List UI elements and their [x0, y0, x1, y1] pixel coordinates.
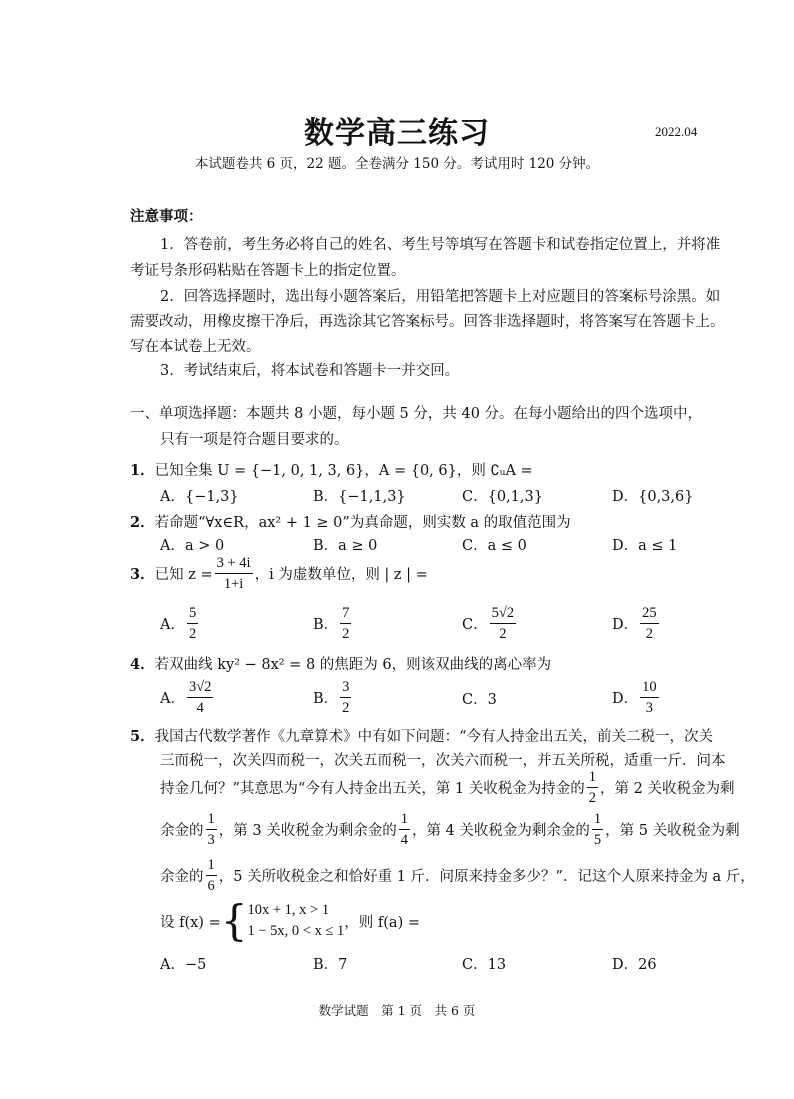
piecewise-cases [247, 900, 344, 942]
case-2: 1 − 5x, 0 < x ≤ 1 [247, 923, 345, 939]
notice-line: 2．回答选择题时，选出每小题答案后，用铅笔把答题卡上对应题目的答案标号涂黑。如 [160, 289, 721, 305]
fraction [340, 677, 351, 718]
question-stem: 若命题“∀x∈R，ax² + 1 ≥ 0”为真命题，则实数 a 的取值范围为 [154, 515, 571, 531]
numerator: 25 [640, 603, 659, 624]
option-c: C．{0,1,3} [462, 489, 543, 505]
text-segment: ，第 2 关收税金为剩 [600, 781, 735, 797]
left-brace: { [220, 896, 248, 945]
option-label: A． [160, 617, 185, 633]
option-a [160, 677, 215, 718]
fraction [206, 809, 217, 850]
denominator: 5 [593, 832, 602, 848]
page-title: 数学高三练习 [304, 116, 490, 151]
notice-line: 考证号条形码粘贴在答题卡上的指定位置。 [130, 263, 406, 279]
denominator: 2 [588, 790, 597, 806]
question-stem: 已知全集 U = {−1, 0, 1, 3, 6}，A = {0, 6}，则 ∁ᵤA = [154, 463, 533, 479]
denominator: 2 [499, 626, 507, 642]
option-a: A．{−1,3} [160, 489, 239, 505]
section-heading-cont: 只有一项是符合题目要求的。 [160, 432, 349, 448]
numerator: 1 [399, 809, 410, 830]
notice-line: 3．考试结束后，将本试卷和答题卡一并交回。 [160, 363, 460, 379]
denominator: 4 [400, 832, 408, 848]
question-stem-post: ，i 为虚数单位，则 | z | = [254, 567, 428, 583]
denominator: 2 [342, 626, 350, 642]
fraction [215, 553, 253, 594]
question-number: 3． [130, 566, 155, 583]
denominator: 6 [207, 878, 215, 894]
denominator: 4 [196, 700, 204, 716]
numerator: 1 [206, 809, 217, 830]
fraction [587, 767, 598, 808]
text-segment: 设 f(x) = [160, 914, 221, 931]
question-stem-pre: 已知 z = [154, 567, 213, 583]
denominator: 2 [342, 700, 350, 716]
numerator: 10 [640, 677, 659, 698]
option-c: C．a ≤ 0 [462, 538, 527, 554]
case-1: 10x + 1, x > 1 [247, 902, 330, 918]
option-c [462, 603, 518, 644]
denominator: 2 [188, 626, 197, 642]
fraction [399, 809, 410, 850]
text-segment: ，5 关所收税金之和恰好重 1 斤．问原来持金多少？”．记这个人原来持金为 a 斤， [218, 869, 755, 885]
text-segment: ，第 3 关收税金为剩余金的 [218, 823, 397, 839]
notice-line: 1．答卷前，考生务必将自己的姓名、考生号等填写在答题卡和试卷指定位置上，并将准 [160, 237, 721, 253]
numerator: 5√2 [490, 603, 516, 624]
denominator: 1+i [223, 576, 244, 592]
section-heading: 一、单项选择题：本题共 8 小题，每小题 5 分，共 40 分。在每小题给出的四个选项中， [130, 406, 703, 422]
option-label: D． [612, 617, 639, 633]
question-3 [130, 553, 428, 594]
fraction [340, 603, 351, 644]
fraction [592, 809, 603, 850]
numerator: 7 [340, 603, 351, 624]
option-label: C． [462, 692, 488, 708]
notice-line: 写在本试卷上无效。 [130, 339, 261, 355]
numerator: 1 [587, 767, 598, 788]
numerator: 3 [340, 677, 351, 698]
question-text-line [160, 767, 734, 808]
denominator: 3 [207, 832, 215, 848]
option-label: D． [612, 691, 639, 707]
text-segment: ，第 4 关收税金为剩余金的 [411, 823, 590, 839]
question-text-line [160, 855, 755, 896]
fraction [490, 603, 516, 644]
option-b [313, 603, 353, 644]
text-segment: ，第 5 关收税金为剩 [605, 823, 740, 839]
piecewise-function-line [160, 896, 420, 945]
question-text-line: 三而税一，次关四而税一，次关五而税一，次关六而税一，并五关所税，适重一斤．问本 [160, 753, 726, 769]
exam-subtitle: 本试题卷共 6 页，22 题。全卷满分 150 分。考试用时 120 分钟。 [194, 156, 600, 172]
option-label: B． [313, 691, 339, 707]
question-number: 2． [130, 514, 155, 531]
question-stem: 若双曲线 ky² − 8x² = 8 的焦距为 6，则该双曲线的离心率为 [154, 657, 552, 673]
question-2 [130, 511, 571, 532]
question-1 [130, 459, 533, 480]
numerator: 3 + 4i [215, 553, 253, 574]
option-a: A．−5 [160, 957, 207, 973]
text-segment: 余金的 [160, 869, 204, 885]
question-text-line [160, 809, 740, 850]
notice-line: 需要改动，用橡皮擦干净后，再选涂其它答案标号。回答非选择题时，将答案写在答题卡上。 [130, 314, 725, 330]
denominator: 3 [645, 700, 654, 716]
fraction [187, 677, 213, 718]
numerator: 1 [206, 855, 217, 876]
question-number: 1． [130, 462, 155, 479]
numerator: 5 [187, 603, 198, 624]
option-b: B．7 [313, 957, 348, 973]
numerator: 1 [592, 809, 603, 830]
option-d [612, 677, 661, 718]
option-d: D．26 [612, 957, 657, 973]
option-c [462, 688, 497, 709]
option-a [160, 603, 200, 644]
option-d: D．{0,3,6} [612, 489, 694, 505]
option-a: A．a > 0 [160, 538, 225, 554]
fraction [640, 603, 659, 644]
notice-heading: 注意事项： [130, 208, 203, 225]
option-d: D．a ≤ 1 [612, 538, 678, 554]
fraction [206, 855, 217, 896]
option-label: C． [462, 617, 488, 633]
question-5 [130, 725, 713, 746]
option-d [612, 603, 661, 644]
option-c: C．13 [462, 957, 507, 973]
fraction [640, 677, 659, 718]
question-number: 4． [130, 656, 155, 673]
exam-date: 2022.04 [655, 124, 698, 139]
question-4 [130, 653, 551, 674]
text-segment: 持金几何？”其意思为“今有人持金出五关，第 1 关收税金为持金的 [160, 781, 585, 797]
option-b: B．a ≥ 0 [313, 538, 378, 554]
option-label: A． [160, 691, 185, 707]
option-b [313, 677, 353, 718]
fraction [187, 603, 198, 644]
numerator: 3√2 [187, 677, 213, 698]
option-b: B．{−1,1,3} [313, 489, 406, 505]
question-stem: 我国古代数学著作《九章算术》中有如下问题：“今有人持金出五关，前关二税一，次关 [154, 729, 714, 745]
text-segment: 余金的 [160, 823, 204, 839]
page-footer: 数学试题 第 1 页 共 6 页 [318, 1003, 476, 1018]
option-label: B． [313, 617, 339, 633]
denominator: 2 [645, 626, 654, 642]
text-segment: ，则 f(a) = [344, 914, 420, 931]
question-number: 5． [130, 728, 155, 745]
option-value: 3 [487, 692, 497, 708]
